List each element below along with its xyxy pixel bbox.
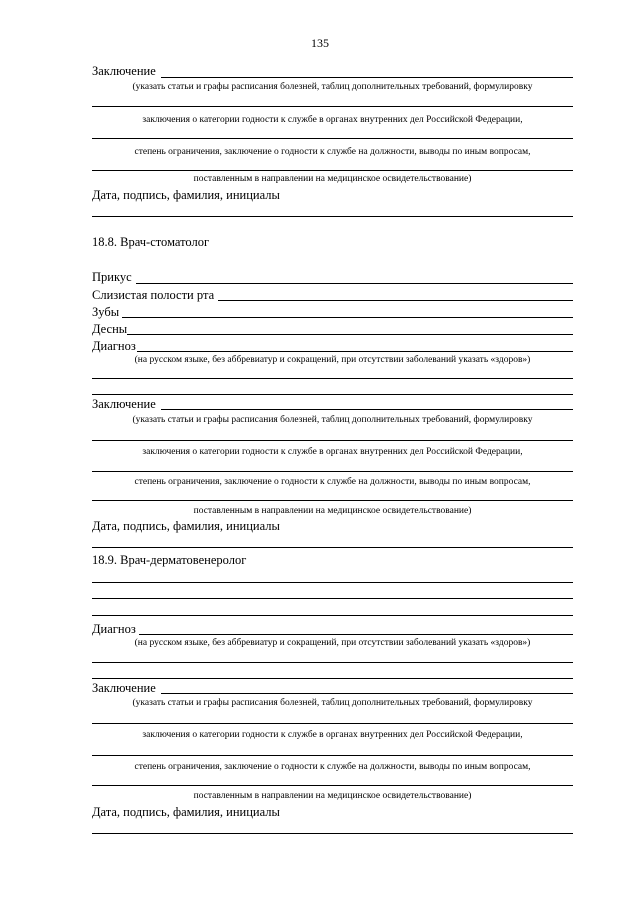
conclusion-hint-2: заключения о категории годности к службе в органах внутренних дел Российской Федерации, [142,115,523,125]
conclusion-input-line-dentist[interactable] [161,409,573,410]
mucosa-label: Слизистая полости рта [92,288,215,302]
conclusion-hint-4-dentist: поставленным в направлении на медицинское освидетельствование) [193,506,472,516]
diagnosis-line-3-dermato[interactable] [92,678,573,679]
diagnosis-hint-dentist: (на русском языке, без аббревиатур и сокращений, при отсутствии заболеваний указать «здоров») [134,355,531,365]
dermato-line-1[interactable] [92,582,573,583]
conclusion-hint-3: степень ограничения, заключение о годности к службе на должности, выводы по иным вопросам, [134,147,531,157]
bite-input-line[interactable] [136,283,573,284]
conclusion-input-line-dermato[interactable] [161,693,573,694]
diagnosis-line-2-dentist[interactable] [92,378,573,379]
signature-line[interactable] [92,216,573,217]
conclusion-line-4-dentist[interactable] [92,500,573,501]
conclusion-hint-1: (указать статьи и графы расписания болезней, таблиц дополнительных требований, формулировку [132,82,533,92]
section-heading-dermato: 18.9. Врач-дерматовенеролог [92,553,247,567]
conclusion-hint-1-dentist: (указать статьи и графы расписания болезней, таблиц дополнительных требований, формулировку [132,415,533,425]
conclusion-hint-3-dentist: степень ограничения, заключение о годности к службе на должности, выводы по иным вопросам, [134,477,531,487]
diagnosis-label-dentist: Диагноз [92,339,136,353]
gums-input-line[interactable] [127,334,573,335]
conclusion-hint-1-dermato: (указать статьи и графы расписания болезней, таблиц дополнительных требований, формулировку [132,698,533,708]
teeth-label: Зубы [92,305,120,319]
gums-label: Десны [92,322,128,336]
conclusion-line-4[interactable] [92,170,573,171]
conclusion-line-2-dentist[interactable] [92,440,573,441]
conclusion-line-2[interactable] [92,106,573,107]
conclusion-line-3-dermato[interactable] [92,755,573,756]
conclusion-label-dermato: Заключение [92,681,156,695]
conclusion-hint-2-dermato: заключения о категории годности к службе в органах внутренних дел Российской Федерации, [142,730,523,740]
page-number: 135 [311,36,329,50]
conclusion-line-4-dermato[interactable] [92,785,573,786]
diagnosis-label-dermato: Диагноз [92,622,136,636]
conclusion-label: Заключение [92,64,156,78]
teeth-input-line[interactable] [122,317,573,318]
mucosa-input-line[interactable] [218,300,573,301]
conclusion-hint-4: поставленным в направлении на медицинское освидетельствование) [193,174,472,184]
conclusion-hint-4-dermato: поставленным в направлении на медицинское освидетельствование) [193,791,472,801]
conclusion-line-2-dermato[interactable] [92,723,573,724]
conclusion-input-line[interactable] [161,77,573,78]
signature-label-dermato: Дата, подпись, фамилия, инициалы [92,805,280,819]
conclusion-line-3-dentist[interactable] [92,471,573,472]
conclusion-label-dentist: Заключение [92,397,156,411]
signature-line-dentist[interactable] [92,547,573,548]
conclusion-hint-3-dermato: степень ограничения, заключение о годности к службе на должности, выводы по иным вопросам, [134,762,531,772]
conclusion-line-3[interactable] [92,138,573,139]
signature-label: Дата, подпись, фамилия, инициалы [92,188,280,202]
bite-label: Прикус [92,270,132,284]
diagnosis-line-3-dentist[interactable] [92,394,573,395]
section-heading-dentist: 18.8. Врач-стоматолог [92,235,210,249]
signature-label-dentist: Дата, подпись, фамилия, инициалы [92,519,280,533]
dermato-line-3[interactable] [92,615,573,616]
diagnosis-line-2-dermato[interactable] [92,662,573,663]
dermato-line-2[interactable] [92,598,573,599]
diagnosis-input-line-dermato[interactable] [139,634,573,635]
conclusion-hint-2-dentist: заключения о категории годности к службе в органах внутренних дел Российской Федерации, [142,447,523,457]
diagnosis-hint-dermato: (на русском языке, без аббревиатур и сокращений, при отсутствии заболеваний указать «здоров») [134,638,531,648]
diagnosis-input-line-dentist[interactable] [137,351,573,352]
signature-line-dermato[interactable] [92,833,573,834]
